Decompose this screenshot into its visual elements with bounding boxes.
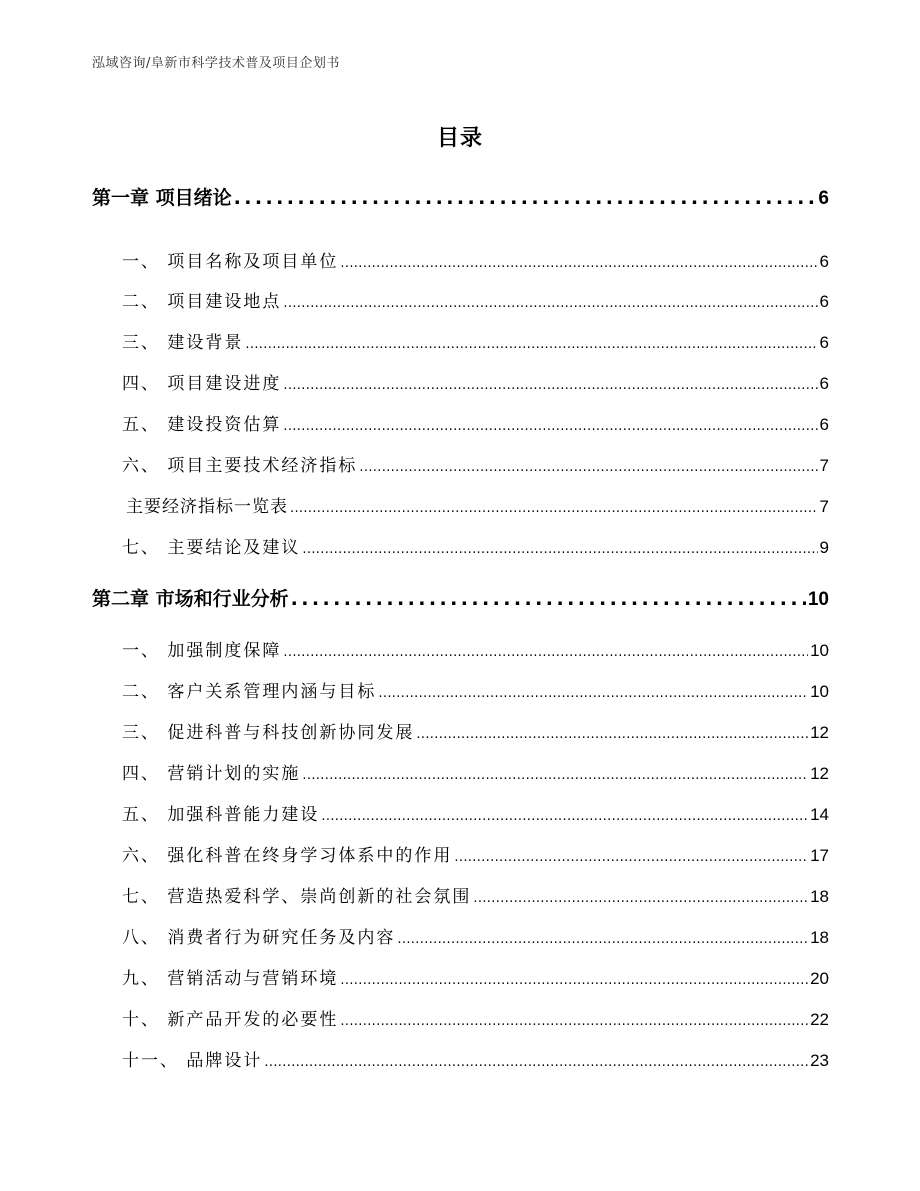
toc-section-1-6[interactable]: [92, 451, 829, 476]
toc-entry-label: 第一章 项目绪论: [92, 187, 232, 209]
toc-section-2-3[interactable]: [92, 718, 829, 743]
toc-section-1-3[interactable]: [92, 328, 829, 353]
toc-section-1-4[interactable]: [92, 369, 829, 394]
dot-leader: [359, 460, 817, 475]
toc-section-2-8[interactable]: [92, 923, 829, 948]
dot-leader: [283, 419, 817, 434]
toc-entry-label: 三、 建设背景: [122, 333, 244, 353]
dot-leader: [290, 501, 818, 516]
toc-entry-label: 十一、 品牌设计: [122, 1051, 263, 1071]
toc-section-2-11[interactable]: [92, 1046, 829, 1071]
toc-chapter-1[interactable]: [92, 183, 829, 210]
toc-entry-label: 六、 项目主要技术经济指标: [122, 456, 358, 476]
toc-entry-page: 17: [810, 846, 829, 865]
toc-entry-label: 第二章 市场和行业分析: [92, 588, 289, 610]
toc-entry-page: 18: [810, 928, 829, 947]
toc-entry-page: 6: [819, 252, 829, 271]
dot-leader: [321, 809, 808, 824]
toc-entry-label: 二、 项目建设地点: [122, 292, 282, 312]
toc-entry-page: 20: [810, 969, 829, 988]
dot-leader: [302, 768, 808, 783]
dot-leader: [283, 378, 817, 393]
dot-leader: [416, 727, 808, 742]
dot-leader: [283, 296, 817, 311]
toc-entry-label: 四、 营销计划的实施: [122, 764, 301, 784]
toc-entry-page: 18: [810, 887, 829, 906]
dot-leader: [340, 1014, 808, 1029]
toc-entry-page: 14: [810, 805, 829, 824]
toc-entry-page: 6: [819, 415, 829, 434]
toc-entry-label: 七、 营造热爱科学、崇尚创新的社会氛围: [122, 887, 472, 907]
toc-entry-label: 四、 项目建设进度: [122, 374, 282, 394]
toc-section-2-10[interactable]: [92, 1005, 829, 1030]
dot-leader: [302, 542, 817, 557]
toc-entry-page: 12: [810, 764, 829, 783]
toc-entry-label: 八、 消费者行为研究任务及内容: [122, 928, 396, 948]
toc-section-1-table[interactable]: [92, 492, 829, 517]
toc-section-2-2[interactable]: [92, 677, 829, 702]
toc-entry-label: 九、 营销活动与营销环境: [122, 969, 339, 989]
toc-section-1-5[interactable]: [92, 410, 829, 435]
dot-leader: [473, 891, 808, 906]
toc-entry-label: 十、 新产品开发的必要性: [122, 1010, 339, 1030]
dot-leader: [397, 932, 808, 947]
toc-section-2-5[interactable]: [92, 800, 829, 825]
toc-section-1-7[interactable]: [92, 533, 829, 558]
dot-leader: [283, 645, 808, 660]
toc-entry-page: 7: [819, 497, 829, 516]
dot-leader: [340, 256, 817, 271]
toc-entry-label: 六、 强化科普在终身学习体系中的作用: [122, 846, 453, 866]
toc-entry-label: 一、 加强制度保障: [122, 641, 282, 661]
toc-entry-page: 23: [810, 1051, 829, 1070]
toc-entry-page: 7: [819, 456, 829, 475]
toc-entry-page: 6: [819, 333, 829, 352]
toc-section-2-1[interactable]: [92, 636, 829, 661]
toc-entry-page: 10: [810, 682, 829, 701]
toc-entry-label: 五、 建设投资估算: [122, 415, 282, 435]
toc-entry-label: 二、 客户关系管理内涵与目标: [122, 682, 377, 702]
toc-title: 目录: [436, 126, 483, 151]
dot-leader: [454, 850, 808, 865]
dot-leader: [234, 187, 817, 209]
toc-entry-page: 10: [807, 589, 829, 610]
toc-section-2-7[interactable]: [92, 882, 829, 907]
dot-leader: [245, 337, 817, 352]
page-header: 泓域咨询/阜新市科学技术普及项目企划书: [92, 56, 340, 71]
toc-entry-page: 6: [819, 374, 829, 393]
toc-entry-label: 一、 项目名称及项目单位: [122, 252, 339, 272]
toc-entry-page: 10: [810, 641, 829, 660]
dot-leader: [291, 588, 806, 610]
toc-entry-page: 9: [819, 538, 829, 557]
toc-entry-page: 12: [810, 723, 829, 742]
toc-entry-page: 6: [818, 188, 829, 209]
toc-entry-label: 五、 加强科普能力建设: [122, 805, 320, 825]
toc-entry-page: 22: [810, 1010, 829, 1029]
toc-section-2-6[interactable]: [92, 841, 829, 866]
toc-entry-label: 三、 促进科普与科技创新协同发展: [122, 723, 415, 743]
toc-section-1-2[interactable]: [92, 287, 829, 312]
toc-section-2-9[interactable]: [92, 964, 829, 989]
toc-section-2-4[interactable]: [92, 759, 829, 784]
toc-section-1-1[interactable]: [92, 247, 829, 272]
dot-leader: [340, 973, 808, 988]
dot-leader: [264, 1055, 808, 1070]
toc-chapter-2[interactable]: [92, 584, 829, 611]
toc-entry-label: 七、 主要结论及建议: [122, 538, 301, 558]
dot-leader: [378, 686, 808, 701]
toc-entry-label: 主要经济指标一览表: [126, 497, 288, 517]
toc-entry-page: 6: [819, 292, 829, 311]
